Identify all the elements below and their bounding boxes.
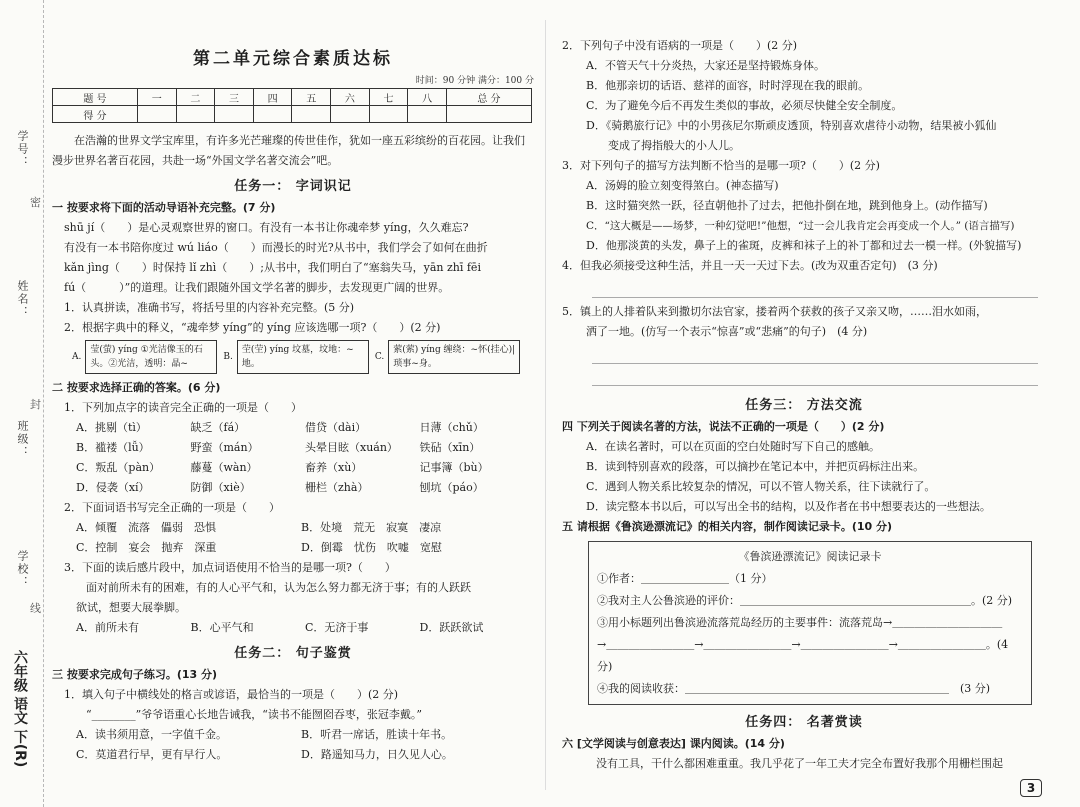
card-events-line[interactable]: ③用小标题列出鲁滨逊流落荒岛经历的主要事件：流落荒岛→＿＿＿＿＿＿＿＿＿＿ [597, 616, 1003, 629]
option-cell: 记事簿（bù） [419, 461, 489, 474]
option-cell: B．心平气和 [190, 621, 254, 634]
option-cell: 藤蔓（wàn） [190, 461, 258, 474]
option-cell: B．听君一席话，胜读十年书。 [301, 728, 453, 741]
option-cell: 头晕目眩（xuán） [305, 441, 398, 454]
option-cell: B．处境 荒无 寂寞 凄凉 [301, 521, 442, 534]
option-letter: A. [72, 352, 82, 362]
card-harvest-line[interactable]: ④我的阅读收获：＿＿＿＿＿＿＿＿＿＿＿＿＿＿＿＿＿＿＿＿＿＿＿＿ (3 分) [597, 682, 991, 695]
option-cell: 借贷（dài） [305, 421, 367, 434]
q3-option[interactable]: C．“这大概是——场梦，一种幻觉吧!”他想，“过一会儿我肯定会再变成一个人。” (语言描写) [586, 220, 1015, 232]
section1-para-line: kǎn jìng（ ）时保持 lǐ zhì（ ）;从书中，我们明白了“塞翁失马，yān zhī fēi [64, 261, 481, 274]
student-id-label: 学号： [16, 130, 29, 169]
dictionary-option-c[interactable] [375, 340, 520, 374]
option-cell: A．倾覆 流落 儡弱 恐惧 [76, 521, 216, 534]
grade-label: 六年级 语文 下(R) [12, 650, 28, 768]
option-cell: A．挑剔（tì） [76, 421, 147, 434]
option-cell: C．叛乱（pàn） [76, 461, 161, 474]
option-letter: C. [374, 352, 385, 362]
score-cell: 题 号 [53, 89, 138, 106]
q4-answer-line[interactable] [592, 276, 1038, 298]
section1-q2: 2．根据字典中的释义，“魂牵梦 yíng”的 yíng 应该选哪一项?（ ）(2 分) [64, 321, 441, 334]
score-cell: 四 [253, 89, 292, 106]
card-author-line[interactable]: ①作者：＿＿＿＿＿＿＿＿（1 分） [597, 572, 773, 585]
score-blank[interactable] [253, 106, 292, 123]
seal-mark-feng: 封 [30, 398, 41, 411]
school-label: 学校： [16, 550, 29, 589]
option-row[interactable] [52, 618, 534, 638]
time-info: 时间：90 分钟 满分：100 分 [415, 76, 534, 86]
option-row[interactable] [52, 418, 534, 438]
score-table-header-row [53, 89, 532, 106]
option-cell: 铁砧（xīn） [419, 441, 481, 454]
option-cell: D．倒霉 忧伤 吹嘘 宽慰 [301, 541, 442, 554]
section2-heading: 二 按要求选择正确的答案。(6 分) [52, 381, 221, 394]
score-cell: 六 [331, 89, 370, 106]
section2-q2: 2．下面词语书写完全正确的一项是（ ） [64, 501, 280, 514]
card-title: 《鲁滨逊漂流记》阅读记录卡 [738, 550, 882, 563]
score-blank[interactable] [137, 106, 176, 123]
score-table [52, 88, 532, 123]
dictionary-option-b[interactable] [223, 340, 368, 374]
q5-stem-cont: 洒了一地。(仿写一个表示“惊喜”或“悲痛”的句子) (4 分) [586, 325, 868, 338]
dictionary-options [52, 340, 534, 374]
option-cell: C．莫道君行早，更有早行人。 [76, 748, 228, 761]
seal-mark-mi: 密 [30, 196, 41, 209]
option-cell: 日薄（chǔ） [419, 421, 484, 434]
section4-option[interactable]: B．读到特别喜欢的段落，可以摘抄在笔记本中，并把页码标注出来。 [586, 460, 925, 473]
option-row[interactable] [52, 518, 534, 538]
option-definition: 茔(茔) yíng 坟墓，坟地：~地。 [237, 340, 369, 374]
option-cell: B．褴褛（lǚ） [76, 441, 150, 454]
section1-para-line: 有没有一本书陪你度过 wú liáo（ ）而漫长的时光?从书中，我们学会了如何在曲折 [64, 241, 488, 254]
score-cell: 三 [215, 89, 254, 106]
page-number: 3 [1020, 779, 1042, 797]
section2-q3: 3．下面的读后感片段中，加点词语使用不恰当的是哪一项?（ ） [64, 561, 396, 574]
name-label: 姓名： [16, 280, 29, 319]
option-definition: 萦(萦) yíng 缠绕：~怀(挂心)|琐事~身。 [388, 340, 520, 374]
q3-stem: 3．对下列句子的描写方法判断不恰当的是哪一项?（ ）(2 分) [562, 159, 880, 172]
section4-option[interactable]: C．遇到人物关系比较复杂的情况，可以不管人物关系，往下读就行了。 [586, 480, 936, 493]
page-title: 第二单元综合素质达标 [193, 49, 393, 69]
score-cell: 二 [176, 89, 215, 106]
option-cell: 栅栏（zhà） [305, 481, 369, 494]
option-cell: C．控制 宴会 抛弃 深重 [76, 541, 217, 554]
q3-option[interactable]: A．汤姆的脸立刻变得煞白。(神态描写) [586, 179, 779, 192]
score-cell: 七 [369, 89, 408, 106]
column-divider [545, 20, 546, 790]
option-letter: B. [223, 352, 233, 362]
score-row-label: 得 分 [53, 106, 138, 123]
option-row[interactable] [52, 745, 534, 765]
left-column [52, 0, 534, 807]
q2-option[interactable]: C．为了避免今后不再发生类似的事故，必须尽快健全安全制度。 [586, 99, 903, 112]
score-table-score-row [53, 106, 532, 123]
q2-option[interactable]: B．他那亲切的话语、慈祥的面容，时时浮现在我的眼前。 [586, 79, 870, 92]
card-evaluation-line[interactable]: ②我对主人公鲁滨逊的评价：＿＿＿＿＿＿＿＿＿＿＿＿＿＿＿＿＿＿＿＿＿。(2 分) [597, 594, 1013, 607]
section6-heading: 六 [文学阅读与创意表达] 课内阅读。(14 分) [562, 737, 785, 750]
card-events-line-cont[interactable]: →＿＿＿＿＿＿＿＿→＿＿＿＿＿＿＿＿→＿＿＿＿＿＿＿＿→＿＿＿＿＿＿＿＿。(4 分) [597, 638, 1009, 673]
score-cell: 一 [137, 89, 176, 106]
option-cell: C．无济于事 [305, 621, 369, 634]
binding-margin [0, 0, 44, 807]
section5-heading: 五 请根据《鲁滨逊漂流记》的相关内容，制作阅读记录卡。(10 分) [562, 520, 893, 533]
section4-heading: 四 下列关于阅读名著的方法，说法不正确的一项是（ ）(2 分) [562, 420, 885, 433]
option-row[interactable] [52, 538, 534, 558]
score-blank[interactable] [369, 106, 408, 123]
q3-option[interactable]: D．他那淡黄的头发，鼻子上的雀斑，皮裤和袜子上的补丁都和过去一模一样。(外貌描写) [586, 239, 1022, 252]
q2-option[interactable]: A．不管天气十分炎热，大家还是坚持锻炼身体。 [586, 59, 825, 72]
option-row[interactable] [52, 438, 534, 458]
q4-stem: 4．但我必须接受这种生活，并且一天一天过下去。(改为双重否定句) (3 分) [562, 259, 938, 272]
score-blank[interactable] [331, 106, 370, 123]
task2-heading: 任务二： 句子鉴赏 [234, 646, 352, 661]
q2-option[interactable]: D．《骑鹅旅行记》中的小男孩尼尔斯顽皮透顶，特别喜欢虐待小动物，结果被小狐仙 [586, 119, 997, 132]
section1-para-line: shū jí（ ）是心灵观察世界的窗口。有没有一本书让你魂牵梦 yíng，久久难忘? [64, 221, 469, 234]
score-cell: 八 [408, 89, 447, 106]
section1-q1: 1．认真拼读，准确书写，将括号里的内容补充完整。(5 分) [64, 301, 355, 314]
option-row[interactable] [52, 478, 534, 498]
dictionary-option-a[interactable] [72, 340, 217, 374]
section2-q3-para: 面对前所未有的困难，有的人心平气和，认为怎么努力都无济于事；有的人跃跃 [86, 581, 471, 594]
option-cell: 防御（xiè） [190, 481, 251, 494]
section2-q1: 1．下列加点字的读音完全正确的一项是（ ） [64, 401, 302, 414]
option-row[interactable] [52, 458, 534, 478]
q5-stem: 5．镇上的人排着队来到撒切尔法官家，搂着两个获救的孩子又亲又吻，……泪水如雨， [562, 305, 987, 318]
section4-option[interactable]: D．读完整本书以后，可以写出全书的结构，以及作者在书中想要表达的一些想法。 [586, 500, 991, 513]
seal-mark-xian: 线 [30, 602, 41, 615]
option-cell: 缺乏（fá） [190, 421, 246, 434]
task1-heading: 任务一： 字词识记 [234, 179, 352, 194]
option-cell: A．读书须用意，一字值千金。 [76, 728, 227, 741]
option-cell: D．跃跃欲试 [419, 621, 484, 634]
section4-option[interactable]: A．在读名著时，可以在页面的空白处随时写下自己的感触。 [586, 440, 880, 453]
score-blank[interactable] [446, 106, 531, 123]
q5-answer-line[interactable] [592, 342, 1038, 364]
option-definition: 莹(萤) yíng ①光洁像玉的石头。②光洁，透明：晶~ [85, 340, 217, 374]
score-blank[interactable] [215, 106, 254, 123]
task3-heading: 任务三： 方法交流 [745, 398, 863, 413]
option-cell: A．前所未有 [76, 621, 139, 634]
option-cell: 野蛮（mán） [190, 441, 259, 454]
section2-q3-para: 欲试，想要大展拳脚。 [76, 601, 186, 614]
reading-record-card [588, 541, 1032, 705]
section1-heading: 一 按要求将下面的活动导语补充完整。(7 分) [52, 201, 276, 214]
q3-option[interactable]: B．这时猫突然一跃，径直朝他扑了过去，把他扑倒在地，跳到他身上。(动作描写) [586, 199, 988, 212]
q2-option-cont: 变成了拇指般大的小人儿。 [586, 139, 740, 152]
option-cell: D．路遥知马力，日久见人心。 [301, 748, 453, 761]
section3-q1-para: “________”爷爷语重心长地告诫我，“读书不能囫囵吞枣，张冠李戴。” [86, 708, 422, 721]
q2-stem: 2．下列句子中没有语病的一项是（ ）(2 分) [562, 39, 798, 52]
option-cell: 畜养（xù） [305, 461, 363, 474]
option-cell: D．侵袭（xí） [76, 481, 150, 494]
q5-answer-line[interactable] [592, 364, 1038, 386]
class-label: 班级： [16, 420, 29, 459]
section1-para-line: fú（ ）”的道理。让我们跟随外国文学名著的脚步，去发现更广阔的世界。 [64, 281, 450, 294]
intro-paragraph: 在浩瀚的世界文学宝库里，有许多光芒璀璨的传世佳作，犹如一座五彩缤纷的百花园。让我们漫步世界名著百花园，共赴一场“外国文学名著交流会”吧。 [52, 134, 525, 167]
section6-para: 没有工具，干什么都困难重重。我几乎花了一年工夫才完全布置好我那个用栅栏围起 [596, 757, 1003, 770]
section3-q1: 1．填入句子中横线处的格言或谚语，最恰当的一项是（ ）(2 分) [64, 688, 399, 701]
task4-heading: 任务四： 名著赏读 [745, 715, 863, 730]
right-column [562, 0, 1046, 807]
score-cell: 五 [292, 89, 331, 106]
option-cell: 刨坑（páo） [419, 481, 484, 494]
score-blank[interactable] [292, 106, 331, 123]
score-blank[interactable] [408, 106, 447, 123]
option-row[interactable] [52, 725, 534, 745]
score-blank[interactable] [176, 106, 215, 123]
section3-heading: 三 按要求完成句子练习。(13 分) [52, 668, 218, 681]
score-cell: 总 分 [446, 89, 531, 106]
